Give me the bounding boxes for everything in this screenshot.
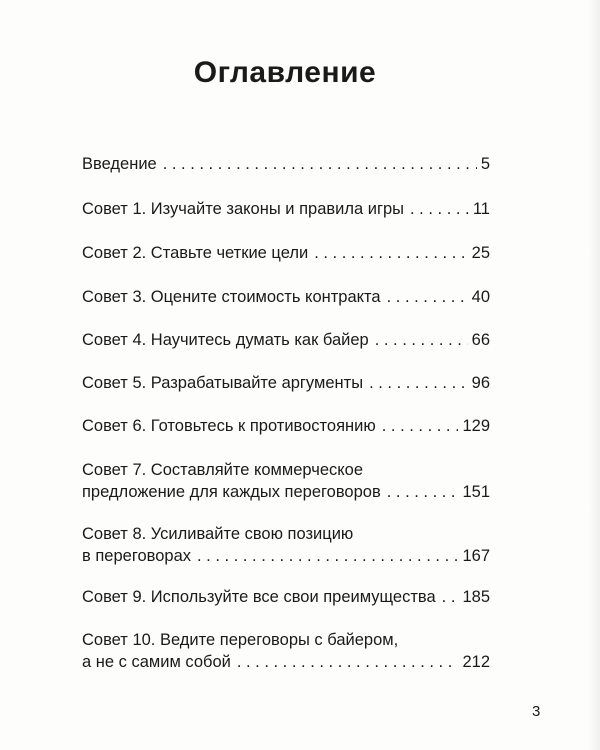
toc-entry-page: 66: [471, 331, 490, 349]
toc-entry: [82, 459, 490, 503]
toc-entry-page: 167: [462, 547, 490, 565]
toc-entry-title-cont: в переговорах: [82, 547, 192, 565]
toc-leader-dots: [163, 153, 477, 175]
page-edge-shadow: [588, 0, 600, 750]
toc-leader-dots: [375, 329, 468, 351]
toc-leader-dots: [382, 415, 459, 437]
toc-entry-title: Совет 7. Составляйте коммерческое: [82, 461, 364, 479]
toc-entry: [82, 198, 490, 220]
toc-entry: [82, 586, 490, 608]
toc-entry-page: 40: [471, 288, 490, 306]
toc-entry: [82, 329, 490, 351]
toc-entry-title-cont: а не с самим собой: [82, 653, 231, 671]
toc-entry-title: Введение: [82, 155, 157, 173]
toc-entry: [82, 523, 490, 567]
toc-entry-title: Совет 9. Используйте все свои преимущества: [82, 588, 436, 606]
toc-entry-page: 25: [471, 244, 490, 262]
page-number: 3: [532, 703, 541, 720]
toc-entry: [82, 372, 490, 394]
toc-entry-page: 151: [462, 483, 490, 501]
toc-entry-title: Совет 8. Усиливайте свою позицию: [82, 525, 354, 543]
page-title: Оглавление: [193, 56, 377, 89]
toc-entry: [82, 629, 490, 673]
toc-leader-dots: [442, 586, 459, 608]
toc-entry-page: 5: [480, 155, 490, 173]
toc-entry-title: Совет 5. Разрабатывайте аргументы: [82, 374, 364, 392]
toc-entry-title: Совет 6. Готовьтесь к противостоянию: [82, 417, 376, 435]
toc-entry-title: Совет 2. Ставьте четкие цели: [82, 244, 309, 262]
toc-leader-dots: [369, 372, 468, 394]
toc-entry: [82, 242, 490, 264]
toc-entry: [82, 286, 490, 308]
toc-entry-title-cont: предложение для каждых переговоров: [82, 483, 381, 501]
toc-entry: [82, 153, 490, 175]
toc-leader-dots: [387, 286, 468, 308]
toc-leader-dots: [387, 481, 459, 503]
toc-entry-title: Совет 3. Оцените стоимость контракта: [82, 288, 381, 306]
toc-entry-title: Совет 10. Ведите переговоры с байером,: [82, 631, 399, 649]
toc-entry-page: 129: [462, 417, 490, 435]
toc-entry-page: 11: [472, 200, 490, 218]
toc-entry-title: Совет 1. Изучайте законы и правила игры: [82, 200, 405, 218]
toc-leader-dots: [314, 242, 467, 264]
toc-entry: [82, 415, 490, 437]
toc-leader-dots: [410, 198, 469, 220]
toc-leader-dots: [197, 545, 458, 567]
toc-entry-page: 185: [462, 588, 490, 606]
toc-entry-page: 212: [462, 653, 490, 671]
toc-entry-title: Совет 4. Научитесь думать как байер: [82, 331, 369, 349]
toc-leader-dots: [237, 651, 459, 673]
toc-entry-page: 96: [471, 374, 490, 392]
